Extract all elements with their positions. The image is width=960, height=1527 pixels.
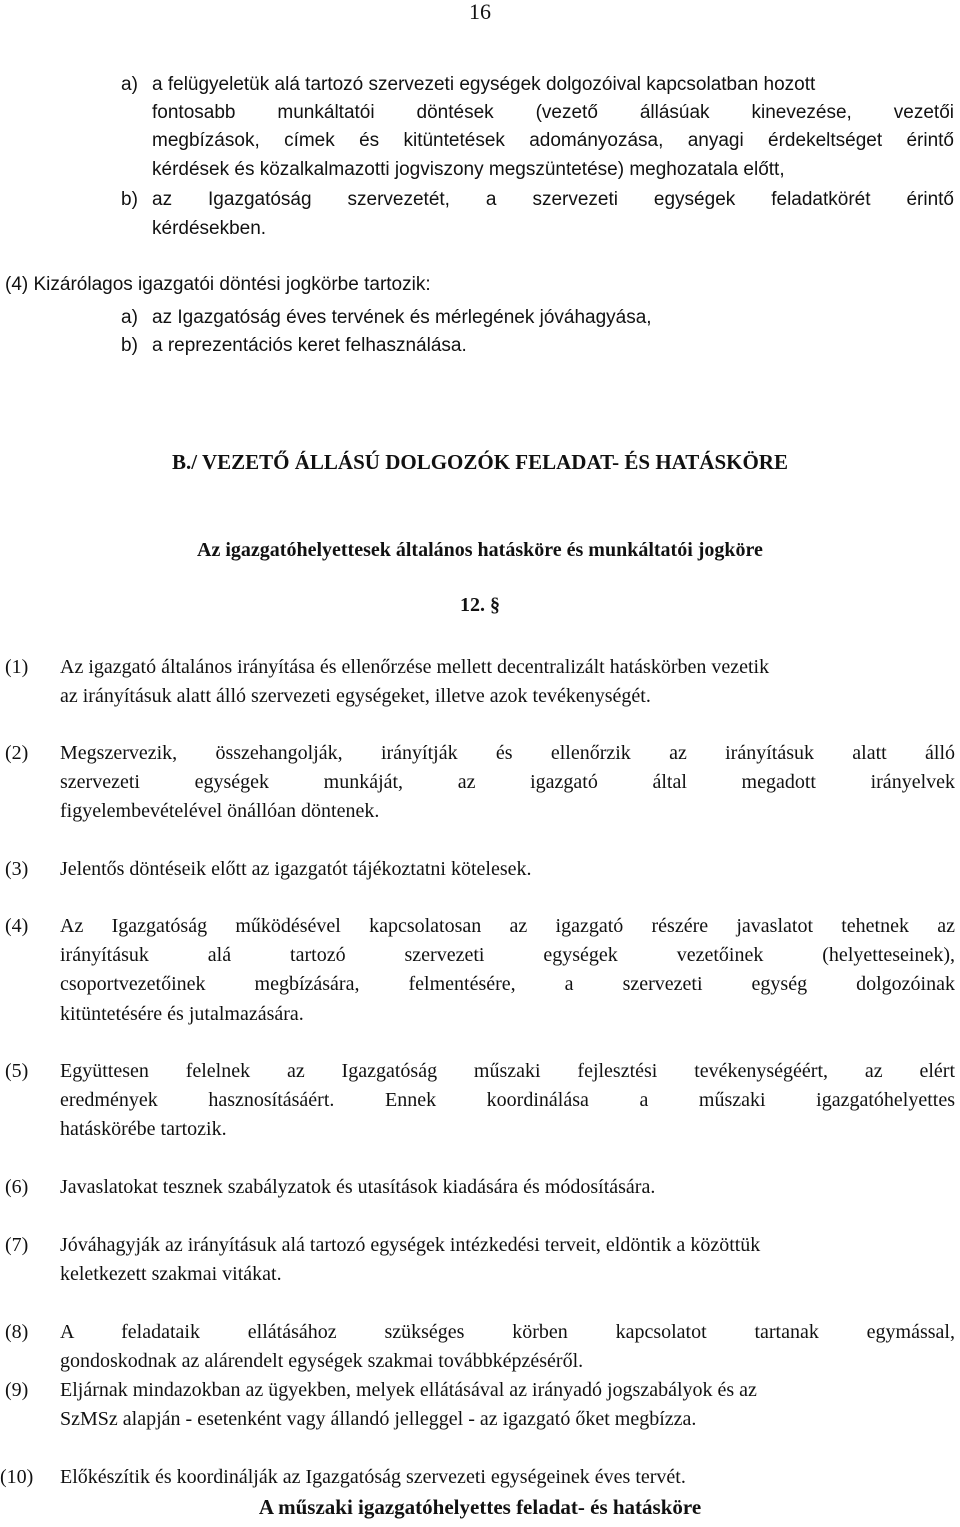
item-number: (5) (5, 1060, 29, 1082)
item-number: (4) (5, 915, 29, 937)
paragraph-line: Jóváhagyják az irányításuk alá tartozó egységek intézkedési terveit, eldöntik a közöttük (60, 1234, 761, 1256)
subsection-title: Az igazgatóhelyettesek általános hatásköre és munkáltatói jogköre (197, 539, 763, 561)
paragraph-line: figyelembevételével önállóan döntenek. (60, 800, 380, 822)
item-number: (10) (0, 1466, 34, 1488)
list-label-b: b) (121, 189, 138, 210)
page-number: 16 (469, 0, 491, 24)
paragraph-line: SzMSz alapján - esetenként vagy állandó jelleggel - az igazgató őket megbízza. (60, 1408, 697, 1430)
paragraph-line: keletkezett szakmai vitákat. (60, 1263, 282, 1285)
paragraph-line: Előkészítik és koordinálják az Igazgatóság szervezeti egységeinek éves tervét. (60, 1466, 686, 1488)
paragraph-line: a felügyeletük alá tartozó szervezeti egységek dolgozóival kapcsolatban hozott (152, 74, 816, 95)
paragraph-line: kérdések és közalkalmazotti jogviszony megszüntetése) meghozatala előtt, (152, 159, 785, 180)
paragraph-line: csoportvezetőinek megbízására, felmentésére, a szervezeti egység dolgozóinak (60, 973, 955, 995)
paragraph-line: Eljárnak mindazokban az ügyekben, melyek ellátásával az irányadó jogszabályok és az (60, 1379, 757, 1401)
paragraph-line: Az Igazgatóság működésével kapcsolatosan az igazgató részére javaslatot tehetnek az (60, 915, 955, 937)
paragraph-line: eredmények hasznosításáért. Ennek koordinálása a műszaki igazgatóhelyettes (60, 1089, 955, 1111)
paragraph-line: az irányításuk alatt álló szervezeti egységeket, illetve azok tevékenységét. (60, 685, 651, 707)
subsection-title: A műszaki igazgatóhelyettes feladat- és hatásköre (258, 1495, 702, 1519)
paragraph-line: Az igazgató általános irányítása és ellenőrzése mellett decentralizált hatáskörben vezetik (60, 656, 770, 678)
item-number: (8) (5, 1321, 29, 1343)
paragraph-line: az Igazgatóság szervezetét, a szervezeti egységek feladatkörét érintő (152, 189, 954, 210)
item-number: (7) (5, 1234, 29, 1256)
paragraph-line: Megszervezik, összehangolják, irányítják és ellenőrzik az irányításuk alatt álló (60, 742, 955, 764)
item-number: (1) (5, 656, 29, 678)
section-title: B./ VEZETŐ ÁLLÁSÚ DOLGOZÓK FELADAT- ÉS HATÁSKÖRE (172, 450, 788, 474)
list-label-b: b) (121, 335, 138, 356)
paragraph-heading: (4) Kizárólagos igazgatói döntési jogkörbe tartozik: (5, 274, 431, 295)
section-sign: § (490, 594, 500, 616)
item-number: (9) (5, 1379, 29, 1401)
paragraph-line: kérdésekben. (152, 218, 267, 239)
list-label-a: a) (121, 74, 138, 95)
list-item-text: a reprezentációs keret felhasználása. (152, 335, 467, 356)
paragraph-line: A feladataik ellátásához szükséges körben kapcsolatot tartanak egymással, (60, 1321, 955, 1343)
item-number: (6) (5, 1176, 29, 1198)
paragraph-line: Jelentős döntéseik előtt az igazgatót tájékoztatni kötelesek. (60, 858, 532, 880)
paragraph-line: szervezeti egységek munkáját, az igazgató által megadott irányelvek (60, 771, 955, 793)
paragraph-line: Együttesen felelnek az Igazgatóság műszaki fejlesztési tevékenységéért, az elért (60, 1060, 955, 1082)
paragraph-line: irányításuk alá tartozó szervezeti egységek vezetőinek (helyetteseinek), (60, 944, 955, 966)
paragraph-line: Javaslatokat tesznek szabályzatok és utasítások kiadására és módosítására. (60, 1176, 656, 1198)
paragraph-line: hatáskörébe tartozik. (60, 1118, 227, 1140)
item-number: (3) (5, 858, 29, 880)
list-label-a: a) (121, 307, 138, 328)
item-number: (2) (5, 742, 29, 764)
paragraph-line: fontosabb munkáltatói döntések (vezető állásúak kinevezése, vezetői (152, 102, 954, 123)
section-number: 12. § (460, 594, 500, 616)
paragraph-line: gondoskodnak az alárendelt egységek szakmai továbbképzéséről. (60, 1350, 584, 1372)
paragraph-line: kitüntetésére és jutalmazására. (60, 1003, 304, 1025)
list-item-text: az Igazgatóság éves tervének és mérlegének jóváhagyása, (152, 307, 652, 328)
paragraph-line: megbízások, címek és kitüntetések adományozása, anyagi érdekeltséget érintő (152, 130, 954, 151)
